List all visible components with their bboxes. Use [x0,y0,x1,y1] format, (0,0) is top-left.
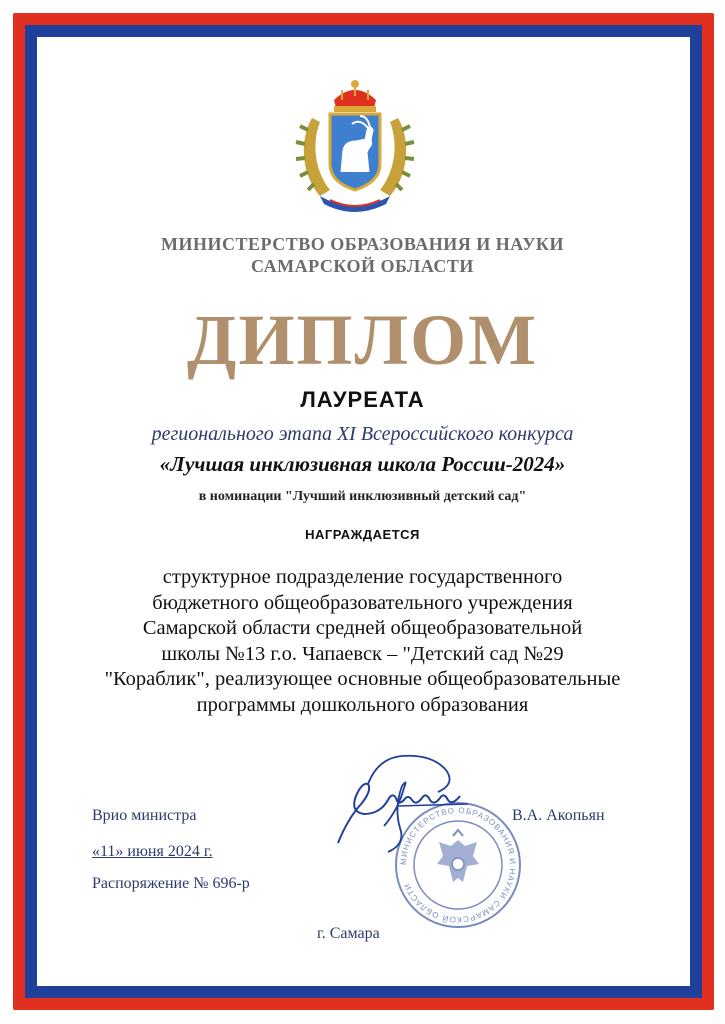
recipient-line: Самарской области средней общеобразовательной [142,617,583,639]
signer-name: В.А. Акопьян [512,807,605,824]
issue-date: «11» июня 2024 г. [92,843,213,860]
recipient-line: бюджетного общеобразовательного учреждения [152,591,573,614]
stamp-text: МИНИСТЕРСТВО ОБРАЗОВАНИЯ И НАУКИ САМАРСКОЙ ОБЛАСТИ [398,805,518,925]
signer-title: Врио министра [92,807,197,824]
city: г. Самара [317,925,380,942]
recipient-text [40,565,685,718]
ministry-line-1: МИНИСТЕРСТВО ОБРАЗОВАНИЯ И НАУКИ [161,234,564,254]
contest-stage: регионального этапа XI Всероссийского конкурса [151,423,574,445]
recipient-line: "Кораблик", реализующее основные общеобразовательные [104,668,621,690]
awarded-heading: НАГРАЖДАЕТСЯ [305,527,420,542]
nomination: в номинации "Лучший инклюзивный детский сад" [198,489,527,504]
recipient-line: школы №13 г.о. Чапаевск – "Детский сад №29 [161,642,564,665]
recipient-line: программы дошкольного образования [196,693,529,716]
signature-icon [328,748,478,858]
order-number: Распоряжение № 696-р [92,875,250,892]
recipient-line: структурное подразделение государственного [162,566,563,588]
ministry-name [40,233,685,277]
contest-name: «Лучшая инклюзивная школа России-2024» [159,452,566,476]
coat-of-arms-icon [290,78,420,218]
ministry-line-2: САМАРСКОЙ ОБЛАСТИ [251,256,474,276]
diploma-title: ДИПЛОМ [186,300,539,380]
laureate-heading: ЛАУРЕАТА [300,387,425,412]
